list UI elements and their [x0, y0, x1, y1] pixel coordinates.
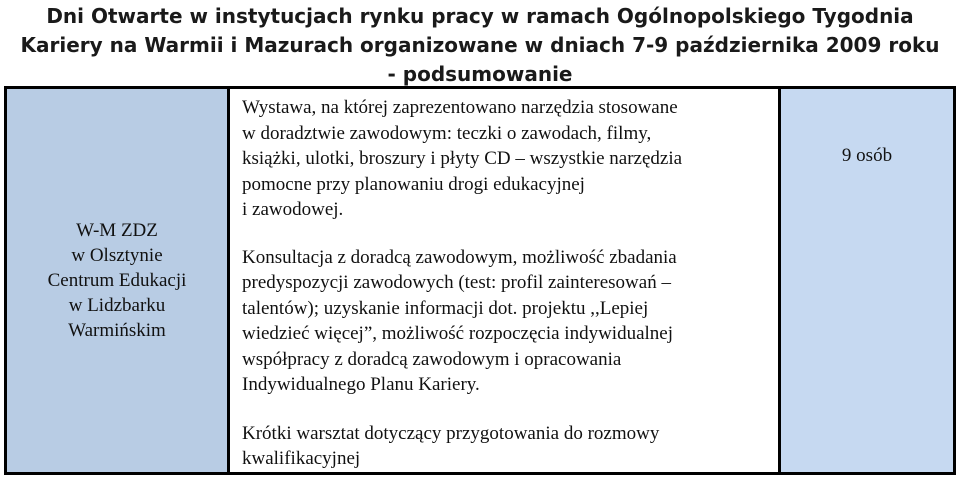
- institution-cell: [6, 88, 229, 474]
- title-line-1: Dni Otwarte w instytucjach rynku pracy w ramach Ogólnopolskiego Tygodnia: [46, 4, 914, 28]
- summary-table: [4, 86, 956, 475]
- table-row: [6, 88, 955, 474]
- participants-count: 9 osób: [841, 145, 893, 166]
- page-title: [0, 0, 960, 88]
- description-line: pomocne przy planowaniu drogi edukacyjnej: [242, 173, 585, 195]
- description-line: Wystawa, na której zaprezentowano narzędzia stosowane: [242, 97, 678, 118]
- description-paragraph-consultation: [242, 245, 774, 398]
- description-line: współpracy z doradcą zawodowym i opracowania: [242, 348, 622, 370]
- description-line: Konsultacja z doradcą zawodowym, możliwość zbadania: [242, 246, 677, 268]
- description-line: książki, ulotki, broszury i płyty CD – wszystkie narzędzia: [242, 148, 683, 169]
- description-line: predyspozycji zawodowych (test: profil zainteresowań –: [242, 272, 671, 293]
- participants-count-cell: [780, 88, 955, 474]
- title-line-3: - podsumowanie: [387, 62, 573, 86]
- description-line: w doradztwie zawodowym: teczki o zawodach, filmy,: [242, 122, 652, 144]
- institution-line-4: w Lidzbarku: [68, 294, 166, 316]
- institution-line-2: w Olsztynie: [71, 244, 163, 266]
- title-line-2: Kariery na Warmii i Mazurach organizowane w dniach 7-9 października 2009 roku: [20, 33, 940, 57]
- description-line: i zawodowej.: [242, 199, 344, 220]
- description-line: Indywidualnego Planu Kariery.: [242, 374, 480, 395]
- institution-line-3: Centrum Edukacji: [47, 269, 187, 291]
- description-line: Krótki warsztat dotyczący przygotowania do rozmowy: [242, 422, 660, 444]
- description-cell: [229, 88, 780, 474]
- description-paragraph-exhibition: [242, 95, 774, 223]
- description-paragraph-workshop: [242, 421, 774, 472]
- description-line: talentów); uzyskanie informacji dot. projektu ,,Lepiej: [242, 297, 649, 319]
- institution-line-1: W-M ZDZ: [76, 219, 158, 241]
- description-line: kwalifikacyjnej: [242, 448, 361, 469]
- institution-line-5: Warmińskim: [68, 319, 166, 341]
- description-line: wiedzieć więcej”, możliwość rozpoczęcia indywidualnej: [242, 323, 673, 344]
